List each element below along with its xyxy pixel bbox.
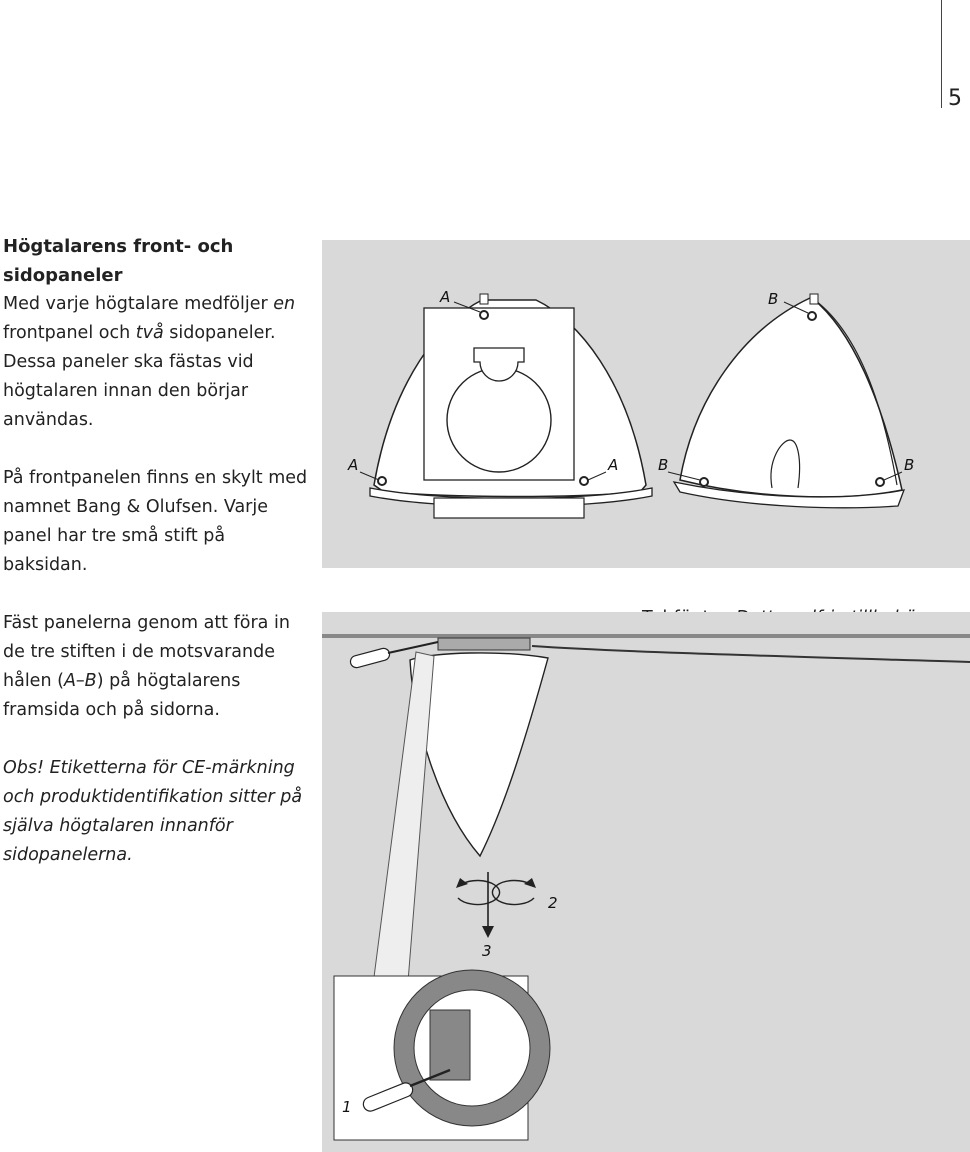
woofer (447, 368, 551, 472)
side-top-pin (808, 312, 816, 320)
step-1-label: 1 (342, 1098, 352, 1116)
heading-line-1: Högtalarens front- och (3, 236, 234, 257)
text-run: högtalaren innan den börjar (3, 381, 249, 401)
panel-paragraph (3, 464, 308, 580)
label-side-right: B (904, 456, 915, 474)
intro-paragraph (3, 290, 308, 435)
panel-drawing (322, 240, 970, 568)
text-run: hålen ( (3, 671, 64, 691)
text-run: frontpanel och (3, 323, 136, 343)
ceiling-mount-drawing (322, 612, 970, 1152)
text-run: ) på högtalarens (96, 671, 241, 691)
cable (532, 646, 970, 662)
panel-illustration (322, 240, 970, 568)
ceiling-bracket (438, 638, 530, 650)
label-front-right: A (608, 456, 619, 474)
page-rule (941, 0, 942, 108)
text-run: Dessa paneler ska fästas vid (3, 352, 254, 372)
emphasis: A (63, 671, 76, 691)
label-front-left: A (348, 456, 359, 474)
ceiling-line (322, 634, 970, 638)
front-top-pin (480, 311, 488, 319)
emphasis: två (135, 323, 164, 343)
text-run: Med varje högtalare medföljer (3, 294, 274, 314)
side-right-pin (876, 478, 884, 486)
section-heading (3, 232, 308, 290)
text-run: Fäst panelerna genom att föra in (3, 613, 290, 633)
front-right-pin (580, 477, 588, 485)
label-side-left: B (658, 456, 669, 474)
front-top-pin-tab (480, 294, 488, 304)
side-left-pin (700, 478, 708, 486)
emphasis: sidopanelerna. (3, 845, 133, 865)
note-paragraph (3, 754, 308, 870)
step-3-label: 3 (482, 942, 492, 960)
emphasis: och produktidentifikation sitter på (3, 787, 303, 807)
front-stand (434, 498, 584, 518)
text-run: namnet Bang & Olufsen. Varje (3, 497, 268, 517)
heading-line-2: sidopaneler (3, 265, 123, 286)
step-2-label: 2 (548, 894, 558, 912)
text-run: På frontpanelen finns en skylt med (3, 468, 308, 488)
text-run: användas. (3, 410, 94, 430)
text-run: sidopaneler. (163, 323, 276, 343)
front-left-pin (378, 477, 386, 485)
emphasis: Obs! Etiketterna för CE-märkning (3, 758, 295, 778)
left-text-column (3, 232, 308, 870)
page-number: 5 (948, 86, 962, 111)
emphasis: B (84, 671, 97, 691)
emphasis: en (273, 294, 296, 314)
text-run: framsida och på sidorna. (3, 700, 220, 720)
label-front-top: A (440, 288, 451, 306)
text-run: panel har tre små stift på baksidan. (3, 526, 226, 575)
text-run: – (75, 671, 85, 691)
attach-paragraph (3, 609, 308, 725)
ceiling-mount-illustration (322, 612, 970, 1152)
text-run: de tre stiften i de motsvarande (3, 642, 275, 662)
emphasis: själva högtalaren innanför (3, 816, 233, 836)
side-top-pin-tab (810, 294, 818, 304)
label-side-top: B (768, 290, 779, 308)
